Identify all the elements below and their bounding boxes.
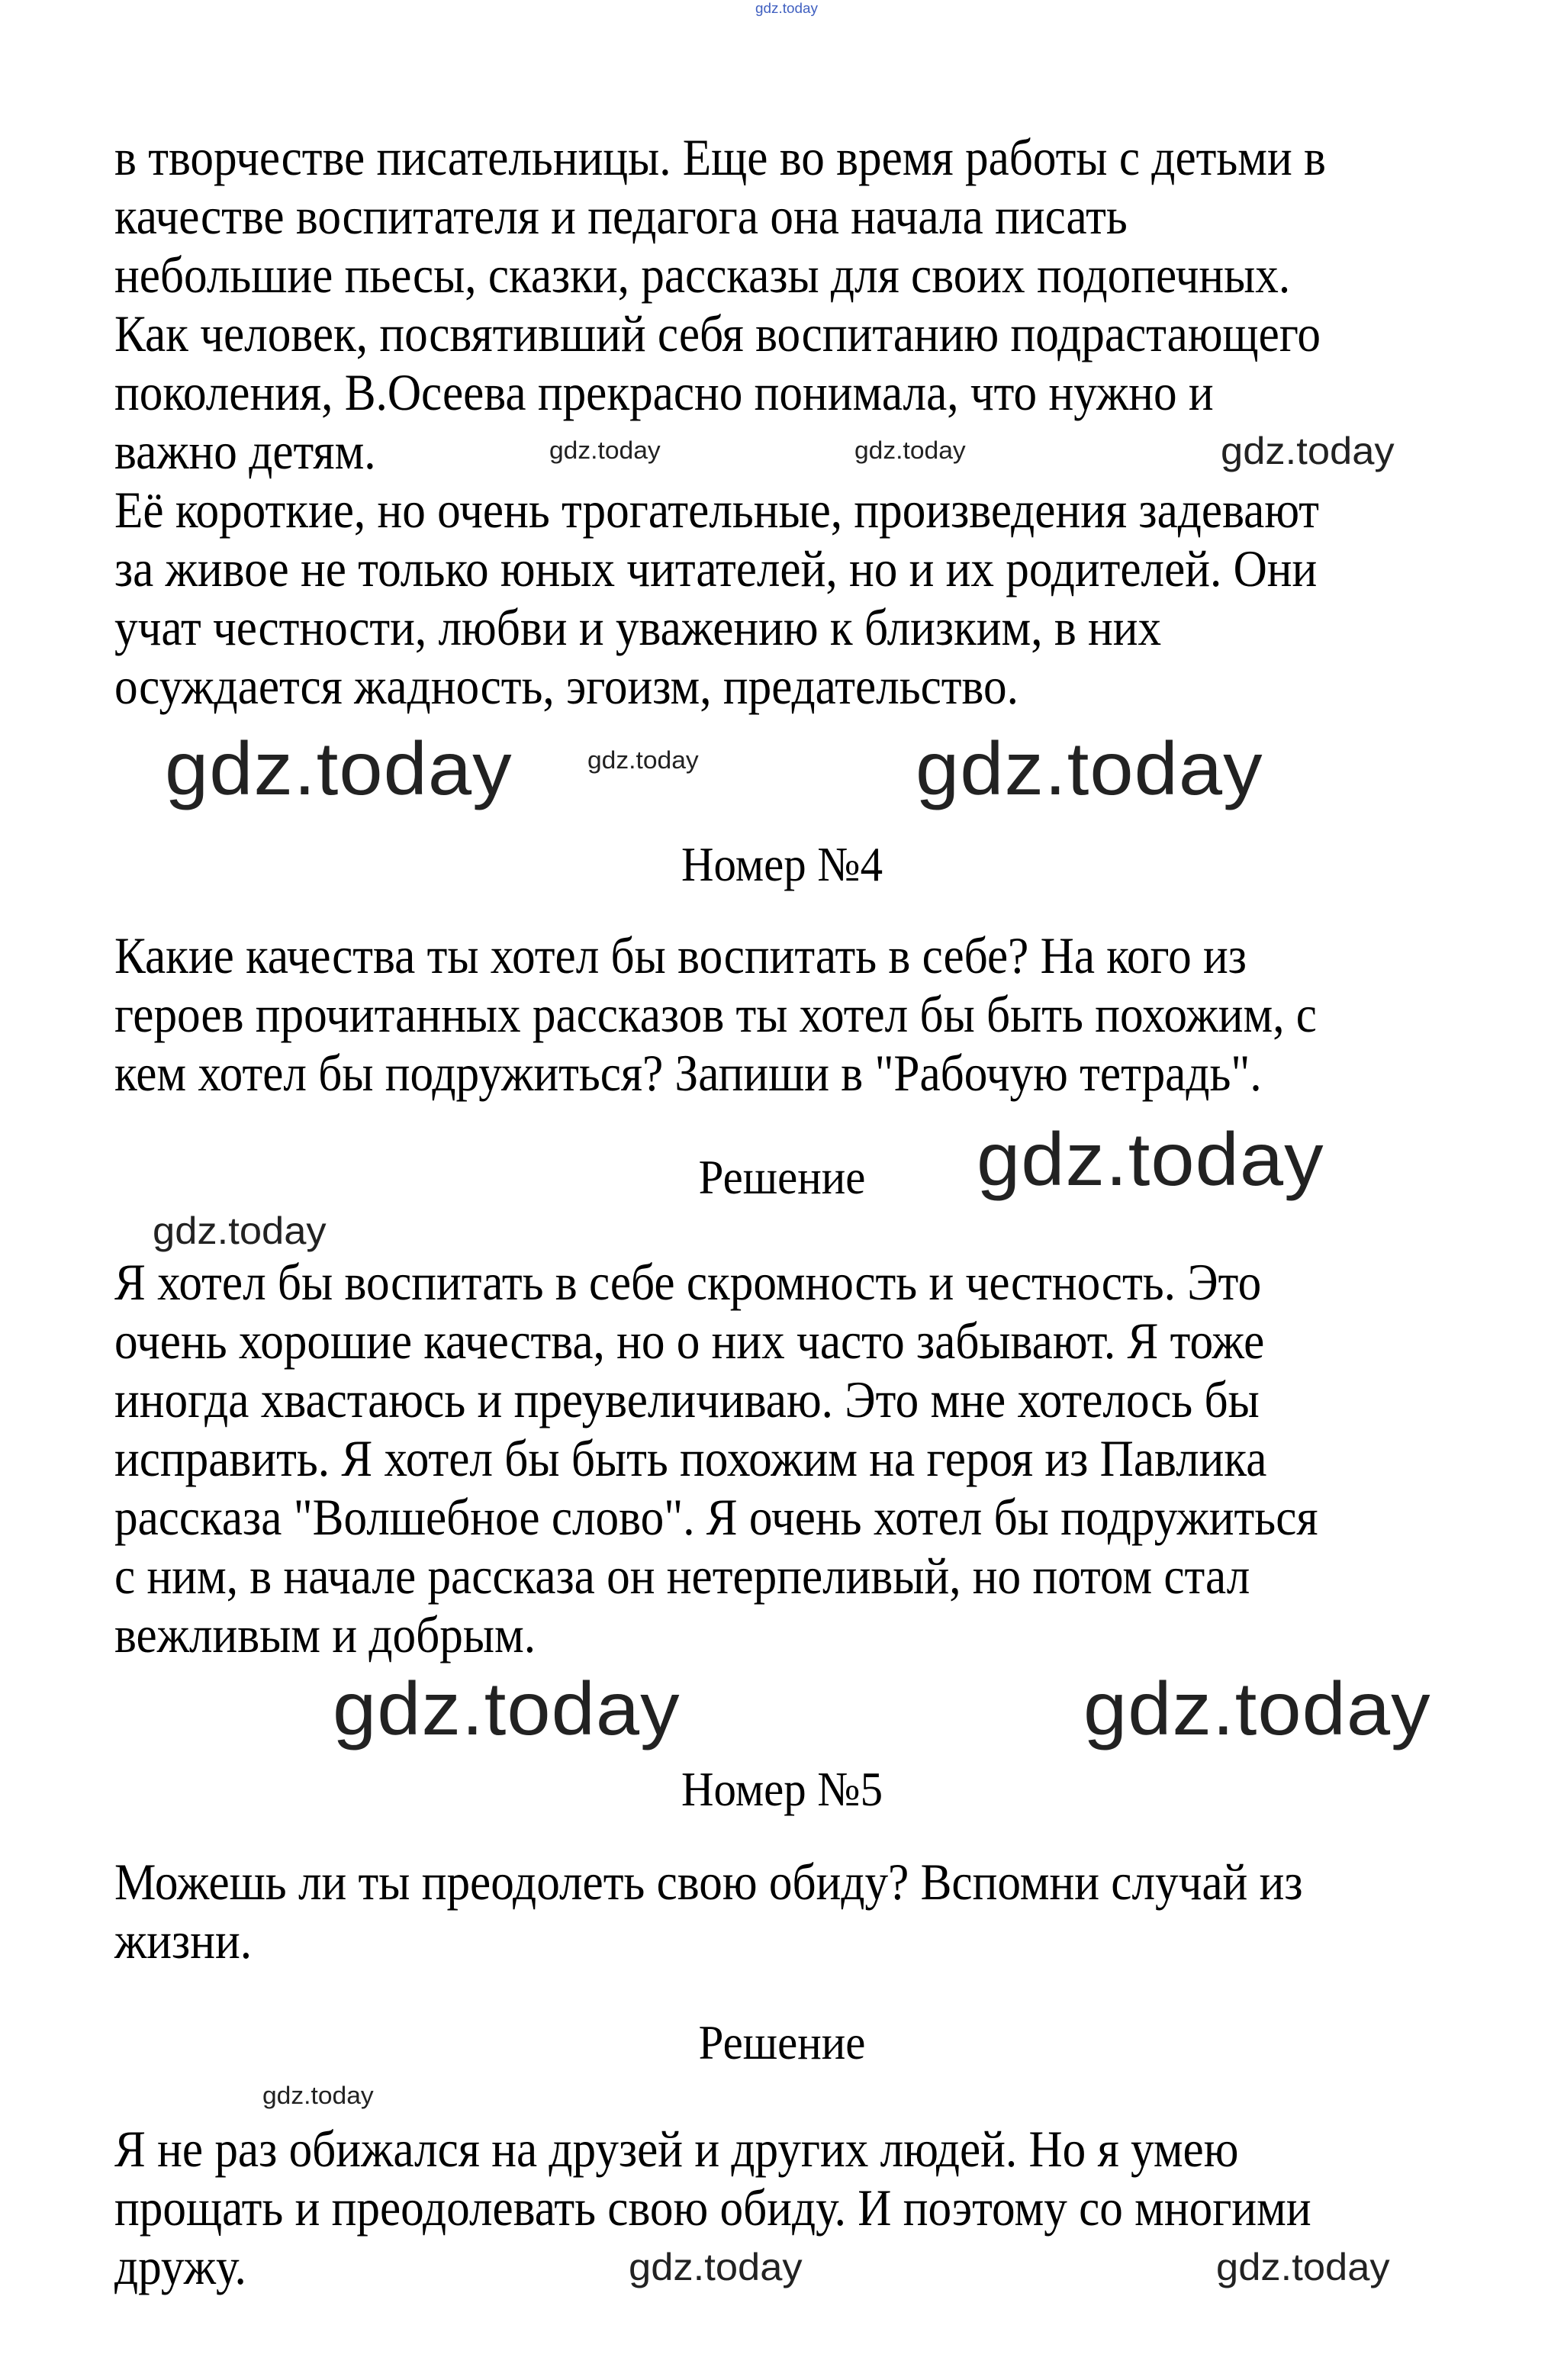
text-line: учат честности, любви и уважению к близким, в них [114, 598, 1162, 656]
task-5-title: Номер №5 [681, 1762, 883, 1816]
task-4-answer: исправить. Я хотел бы быть похожим на героя из Павлика [114, 1429, 1267, 1487]
watermark: gdz.today [1216, 2246, 1390, 2288]
text-line: осуждается жадность, эгоизм, предательство. [114, 657, 1019, 715]
watermark: gdz.today [1083, 1667, 1431, 1750]
watermark: gdz.today [333, 1667, 681, 1750]
watermark: gdz.today [916, 726, 1263, 810]
watermark: gdz.today [977, 1117, 1324, 1201]
task-5-question: жизни. [114, 1911, 253, 1969]
watermark: gdz.today [165, 726, 513, 810]
text-line: важно детям. [114, 422, 376, 480]
watermark: gdz.today [153, 1209, 327, 1252]
watermark: gdz.today [629, 2246, 803, 2288]
watermark: gdz.today [549, 436, 661, 464]
watermark: gdz.today [1221, 430, 1395, 472]
task-4-answer: иногда хвастаюсь и преувеличиваю. Это мне хотелось бы [114, 1370, 1260, 1428]
task-4-answer: вежливым и добрым. [114, 1605, 536, 1663]
task-4-answer: рассказа "Волшебное слово". Я очень хотел бы подружиться [114, 1488, 1318, 1546]
task-5-answer: прощать и преодолевать свою обиду. И поэтому со многими [114, 2179, 1311, 2237]
text-line: за живое не только юных читателей, но и их родителей. Они [114, 539, 1318, 597]
task-4-question: кем хотел бы подружиться? Запиши в "Рабочую тетрадь". [114, 1044, 1262, 1102]
task-4-answer: очень хорошие качества, но о них часто забывают. Я тоже [114, 1312, 1265, 1370]
task-4-question: Какие качества ты хотел бы воспитать в себе? На кого из [114, 926, 1247, 984]
text-line: в творчестве писательницы. Еще во время работы с детьми в [114, 128, 1326, 186]
watermark: gdz.today [262, 2082, 374, 2109]
text-line: небольшие пьесы, сказки, рассказы для своих подопечных. [114, 246, 1291, 304]
task-5-question: Можешь ли ты преодолеть свою обиду? Вспомни случай из [114, 1853, 1303, 1911]
task-4-question: героев прочитанных рассказов ты хотел бы быть похожим, с [114, 985, 1317, 1043]
watermark: gdz.today [755, 1, 818, 16]
text-line: качестве воспитателя и педагога она начала писать [114, 187, 1128, 245]
watermark: gdz.today [854, 436, 966, 464]
task-5-answer: Я не раз обижался на друзей и других людей. Но я умею [114, 2120, 1239, 2178]
task-5-solution-label: Решение [698, 2015, 866, 2069]
watermark: gdz.today [587, 746, 699, 774]
text-line: Её короткие, но очень трогательные, произведения задевают [114, 481, 1319, 539]
task-5-answer: дружу. [114, 2237, 246, 2295]
task-4-answer: Я хотел бы воспитать в себе скромность и честность. Это [114, 1253, 1262, 1311]
text-line: поколения, В.Осеева прекрасно понимала, что нужно и [114, 363, 1214, 421]
task-4-title: Номер №4 [681, 837, 883, 891]
task-4-answer: с ним, в начале рассказа он нетерпеливый, но потом стал [114, 1547, 1250, 1605]
text-line: Как человек, посвятивший себя воспитанию подрастающего [114, 304, 1321, 362]
task-4-solution-label: Решение [698, 1150, 866, 1204]
